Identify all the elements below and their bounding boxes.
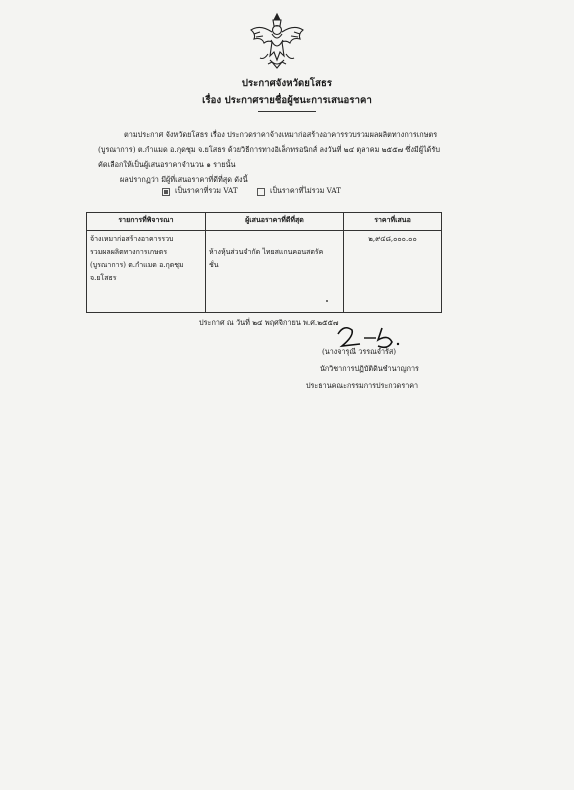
document-subject: เรื่อง ประกาศรายชื่อผู้ชนะการเสนอราคา bbox=[202, 95, 372, 106]
title-divider bbox=[258, 111, 316, 112]
paragraph-line: (บูรณาการ) ต.กำแมด อ.กุดชุม จ.ยโสธร ด้วยวิธีการทางอิเล็กทรอนิกส์ ลงวันที่ ๒๔ ตุลาคม ๒๕๕๗ ซึ่งมีผู้ได้รับ bbox=[98, 145, 440, 154]
checked-box-icon bbox=[162, 188, 170, 196]
announcement-date: ประกาศ ณ วันที่ ๒๔ พฤศจิกายน พ.ศ.๒๕๕๗ bbox=[199, 318, 339, 327]
signatory-name: (นางจารุณี วรรณจำรัส) bbox=[322, 347, 397, 356]
garuda-emblem-icon bbox=[246, 10, 308, 72]
bid-result-table bbox=[86, 212, 442, 313]
table-row bbox=[87, 231, 442, 313]
paragraph-line: ตามประกาศ จังหวัดยโสธร เรื่อง ประกวดราคาจ้างเหมาก่อสร้างอาคารรวบรวมผลผลิตทางการเกษตร bbox=[124, 130, 438, 139]
paragraph-line: คัดเลือกให้เป็นผู้เสนอราคาจำนวน ๑ รายนั้น bbox=[98, 160, 236, 169]
item-cell bbox=[87, 231, 206, 313]
vat-included-option bbox=[162, 186, 238, 197]
scan-speck bbox=[326, 300, 328, 302]
header-item: รายการที่พิจารณา bbox=[87, 213, 206, 231]
price-cell: ๒,๙๔๘,๐๐๐.๐๐ bbox=[344, 231, 442, 313]
vat-excluded-label: เป็นราคาที่ไม่รวม VAT bbox=[270, 186, 341, 195]
signatory-position: นักวิชาการปฏิบัติดินชำนาญการ bbox=[320, 364, 419, 373]
item-line: รวมผลผลิตทางการเกษตร bbox=[90, 248, 168, 256]
header-price: ราคาที่เสนอ bbox=[344, 213, 442, 231]
item-line: จ้างเหมาก่อสร้างอาคารรวบ bbox=[90, 235, 174, 243]
paragraph-line: ผลปรากฏว่า มีผู้ที่เสนอราคาที่ดีที่สุด ดังนี้ bbox=[120, 175, 248, 184]
bidder-line: ชั่น bbox=[209, 261, 219, 269]
bidder-line: ห้างหุ้นส่วนจำกัด ไทยสแกนคอนสตรัค bbox=[209, 248, 324, 256]
bidder-cell bbox=[206, 231, 344, 313]
table-header-row bbox=[87, 213, 442, 231]
item-line: (บูรณาการ) ต.กำแมด อ.กุดชุม bbox=[90, 261, 184, 269]
vat-included-label: เป็นราคาที่รวม VAT bbox=[175, 186, 238, 195]
signatory-role: ประธานคณะกรรมการประกวดราคา bbox=[306, 381, 419, 390]
vat-excluded-option bbox=[257, 186, 341, 197]
header-bidder: ผู้เสนอราคาที่ดีที่สุด bbox=[206, 213, 344, 231]
document-title: ประกาศจังหวัดยโสธร bbox=[241, 78, 333, 89]
item-line: จ.ยโสธร bbox=[90, 274, 117, 282]
empty-box-icon bbox=[257, 188, 265, 196]
